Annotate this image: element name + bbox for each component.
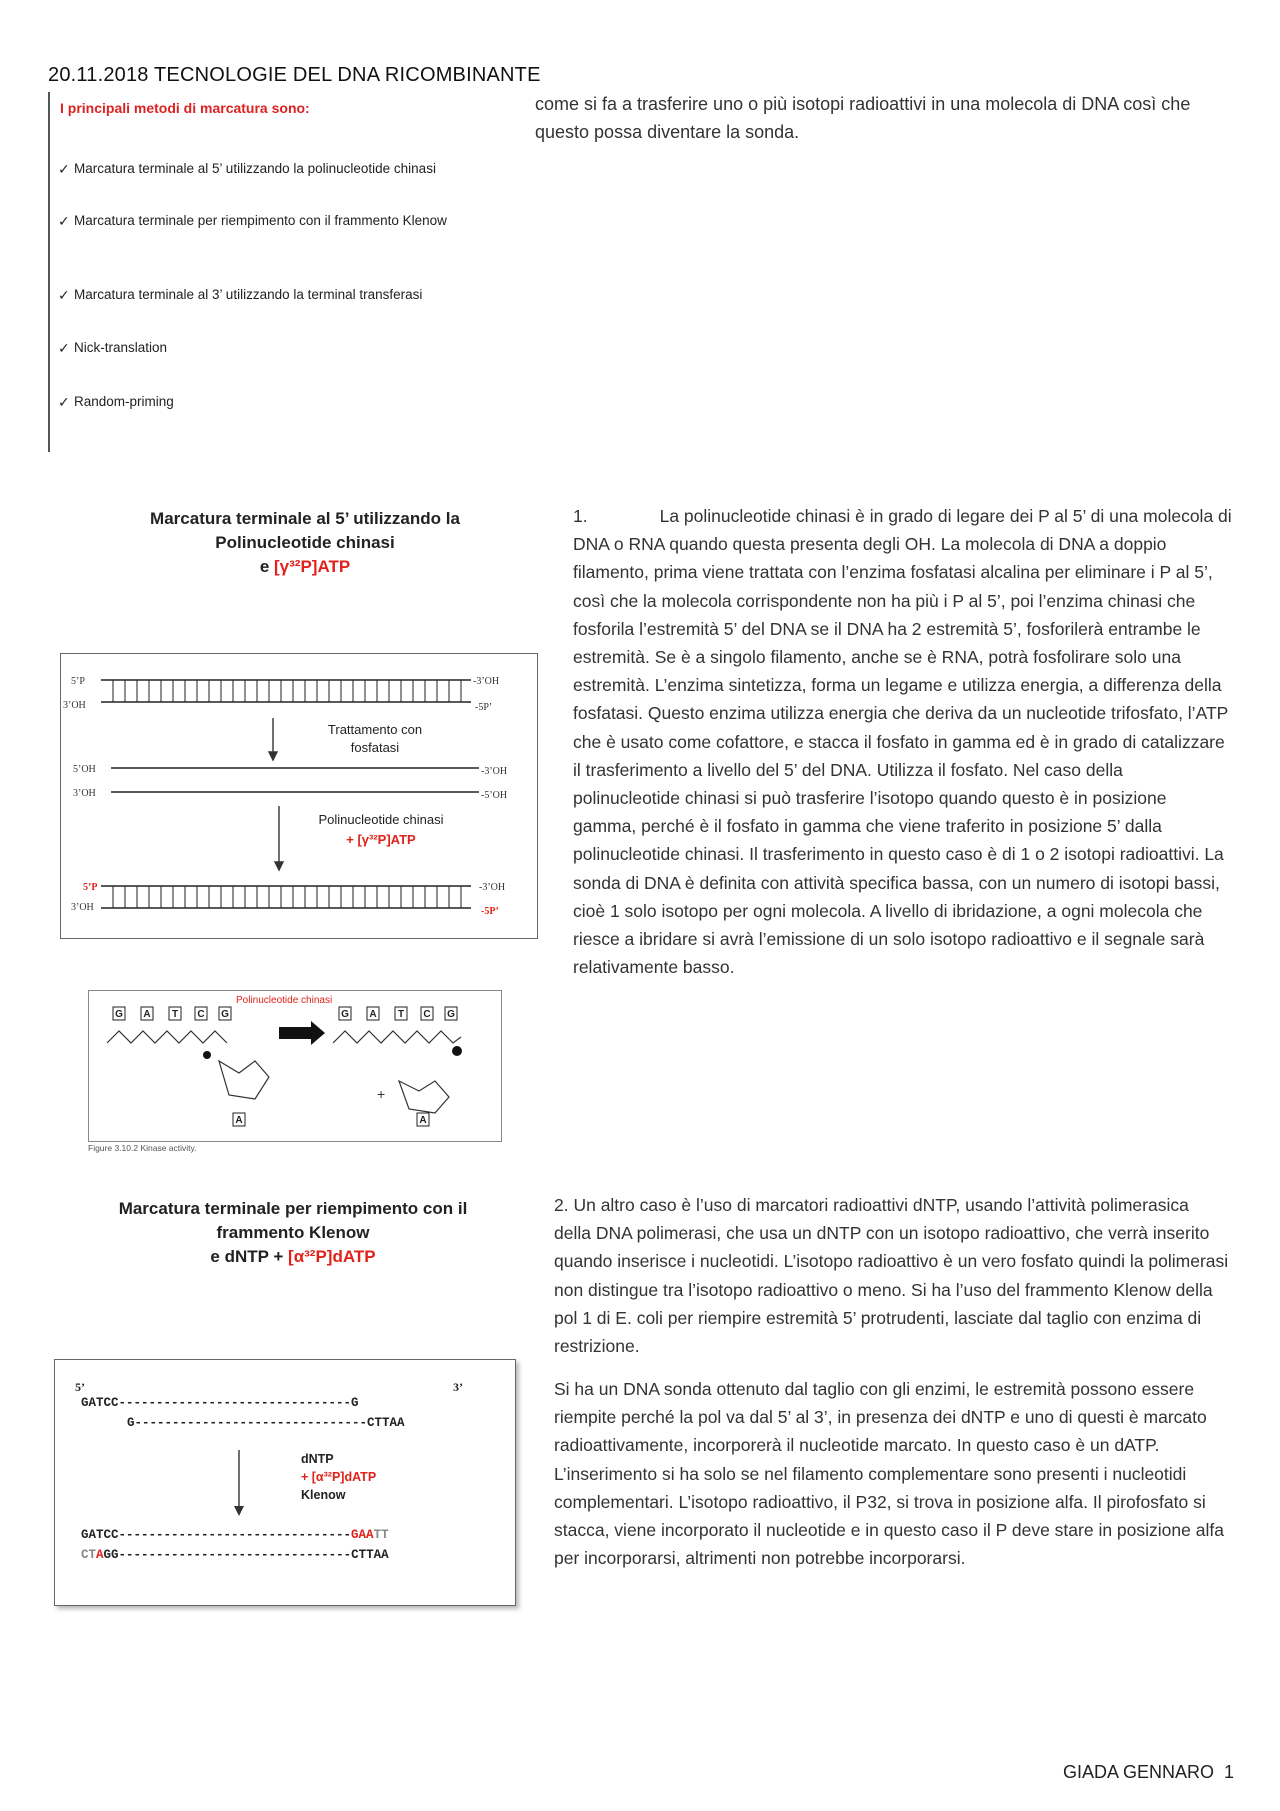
- label-3oh-left: 3’OH: [63, 700, 86, 711]
- base-right-1: G: [341, 1009, 349, 1020]
- base-right-5: G: [447, 1009, 455, 1020]
- label-5p: 5’P: [71, 676, 85, 687]
- methods-title: I principali metodi di marcatura sono:: [60, 100, 310, 116]
- seq2-top: GATCC-------------------------------GAATT: [81, 1528, 389, 1542]
- check-icon: ✓: [58, 340, 70, 356]
- step1-line2: fosfatasi: [350, 740, 400, 755]
- base-right-4: C: [423, 1009, 431, 1020]
- base-left-3: T: [171, 1009, 179, 1020]
- down-arrow-icon: [229, 1450, 249, 1520]
- page-title: 20.11.2018 TECNOLOGIE DEL DNA RICOMBINANTE: [48, 64, 541, 86]
- check-icon: ✓: [58, 213, 70, 229]
- ladder-1: [101, 680, 471, 702]
- step2-line1: Polinucleotide chinasi: [318, 812, 444, 827]
- page-footer: GIADA GENNARO 1: [1062, 1762, 1234, 1782]
- ladder-2: [111, 768, 479, 792]
- figure3-title: Marcatura terminale per riempimento con il frammento Klenow e dNTP + [α³²P]dATP: [118, 1199, 468, 1266]
- label-5p-red: 5’P: [83, 882, 98, 893]
- enzyme-label: Polinucleotide chinasi: [236, 995, 333, 1006]
- base-right-2: A: [369, 1009, 377, 1020]
- backbone-left: [107, 1031, 227, 1043]
- label-5p-right: -5P’: [475, 702, 493, 713]
- seq1-top: GATCC-------------------------------G: [81, 1396, 359, 1410]
- label-3oh-left-2: 3’OH: [73, 788, 96, 799]
- label-5oh-right: -5’OH: [481, 790, 508, 801]
- base-bottom-right: A: [419, 1115, 427, 1126]
- method-item: ✓ Marcatura terminale al 5’ utilizzando la polinucleotide chinasi: [74, 158, 436, 180]
- check-icon: ✓: [58, 287, 70, 303]
- label-5oh: 5’OH: [73, 764, 96, 775]
- base-left-2: A: [143, 1009, 151, 1020]
- base-bottom-left: A: [235, 1115, 243, 1126]
- base-left-1: G: [115, 1009, 123, 1020]
- end-5-label: 5’: [75, 1380, 85, 1394]
- step2-line2: + [γ³²P]ATP: [346, 832, 416, 847]
- label-3oh-left-3: 3’OH: [71, 902, 94, 913]
- step1-line1: Trattamento con: [327, 722, 423, 737]
- base-right-3: T: [397, 1009, 405, 1020]
- method-item: ✓ Random-priming: [74, 391, 174, 413]
- phosphate-dot-2: [452, 1046, 462, 1056]
- check-icon: ✓: [58, 394, 70, 410]
- base-left-4: C: [197, 1009, 205, 1020]
- plus-sign-icon: +: [377, 1086, 386, 1102]
- end-3-label: 3’: [453, 1380, 463, 1394]
- base-left-5: G: [221, 1009, 229, 1020]
- intro-text: come si fa a trasferire uno o più isotopi radioattivi in una molecola di DNA così che questo possa diventare la sonda.: [535, 94, 1191, 142]
- method-item: ✓ Marcatura terminale al 3’ utilizzando la terminal transferasi: [74, 284, 422, 306]
- seq2-bottom: CTAGG-------------------------------CTTAA: [81, 1548, 389, 1562]
- arrow-2-head: [275, 862, 283, 870]
- atp-ring-right: [399, 1081, 449, 1113]
- atp-ring-left: [219, 1061, 269, 1099]
- reaction-arrow-icon: [279, 1021, 325, 1045]
- kinase-activity-diagram: [88, 990, 502, 1142]
- paragraph-2: 2. Un altro caso è l’uso di marcatori radioattivi dNTP, usando l’attività polimerasica della DNA polimerasi, che usa un dNTP con un isotopo radioattivo, che verrà inserito quando inserisce i nucleotidi. L’isotopo radioattivo è un vero fosfato quindi la polimerasi non distingue tra l’isotopo radioattivo o meno. Si ha l’uso del frammento Klenow della pol 1 di E. coli per riempire estremità 5’ protrudenti, lasciate dal taglio con enzima di restrizione.: [554, 1195, 1229, 1357]
- method-item: ✓ Nick-translation: [74, 337, 167, 359]
- klenow-step: dNTP + [α³²P]dATP Klenow: [301, 1452, 377, 1502]
- ladder-3: [101, 886, 471, 908]
- phosphate-dot-1: [203, 1051, 211, 1059]
- arrow-1-head: [269, 752, 277, 760]
- paragraph-1: 1. La polinucleotide chinasi è in grado di legare dei P al 5’ di una molecola di DNA o RNA quando questa presenta degli OH. La molecola di DNA a doppio filamento, prima viene trattata con l’enzima fosfatasi alcalina per eliminare i P al 5’, così che la molecola corrispondente non ha più i P al 5’, poi l’enzima chinasi che fosforila l’estremità 5’ del DNA se il DNA ha 2 estremità 5’, fosforilerà entrambe le estremità. Se è a singolo filamento, anche se è RNA, potrà fosfolirare solo una estremità. L’enzima sintetizza, forma un legame e utilizza energia, a differenza della fosfatasi. Questo enzima utilizza energia che deriva da un nucleotide trifosfato, l’ATP che è usato come cofattore, e stacca il fosfato in gamma ed è in grado di catalizzare il trasferimento a livello del 5’ del DNA. Utilizza il fosfato. Nel caso della polinucleotide chinasi si può trasferire l’isotopo quando questo è in posizione gamma, perché è il fosfato in gamma che viene traferito in posizione 5’ dalla polinucleotide chinasi. Il trasferimento in questo caso è di 1 o 2 isotopi radioattivi. La sonda di DNA è definita con attività specifica bassa, con un numero di isotopi bassi, cioè 1 solo isotopo per ogni molecola. A livello di ibridazione, a ogni molecola che riesce a ibridare si avrà l’emissione di un solo isotopo radioattivo e il segnale sarà relativamente basso.: [573, 506, 1232, 978]
- check-icon: ✓: [58, 161, 70, 177]
- klenow-fill-diagram: [54, 1359, 516, 1606]
- figure1-title: Marcatura terminale al 5’ utilizzando la Polinucleotide chinasi e [γ³²P]ATP: [150, 509, 460, 576]
- figure2-caption: Figure 3.10.2 Kinase activity.: [88, 1143, 197, 1153]
- seq1-bottom: G-------------------------------CTTAA: [127, 1416, 405, 1430]
- ladder-svg: [61, 654, 537, 938]
- backbone-right: [333, 1031, 461, 1043]
- phosphatase-kinase-diagram: [60, 653, 538, 939]
- label-3oh-2: -3’OH: [481, 766, 508, 777]
- label-5p-right-red: -5P’: [481, 906, 499, 917]
- method-item: ✓ Marcatura terminale per riempimento con il frammento Klenow: [74, 210, 494, 232]
- label-3oh-3: -3’OH: [479, 882, 506, 893]
- paragraph-3: Si ha un DNA sonda ottenuto dal taglio con gli enzimi, le estremità possono essere riempite perché la pol va dal 5’ al 3’, in presenza dei dNTP e uno di questi è marcato radioattivamente, incorporerà il nucleotide marcato. In questo caso è un dATP. L’inserimento si ha solo se nel filamento complementare sono presenti i nucleotidi complementari. L’isotopo radioattivo, il P32, si trova in posizione alfa. Il pirofosfato si stacca, viene incorporato il nucleotide e in questo caso il P deve stare in posizione alfa per incorporarsi, altrimenti non potrebbe incorporarsi.: [554, 1379, 1224, 1569]
- label-3oh: -3’OH: [473, 676, 500, 687]
